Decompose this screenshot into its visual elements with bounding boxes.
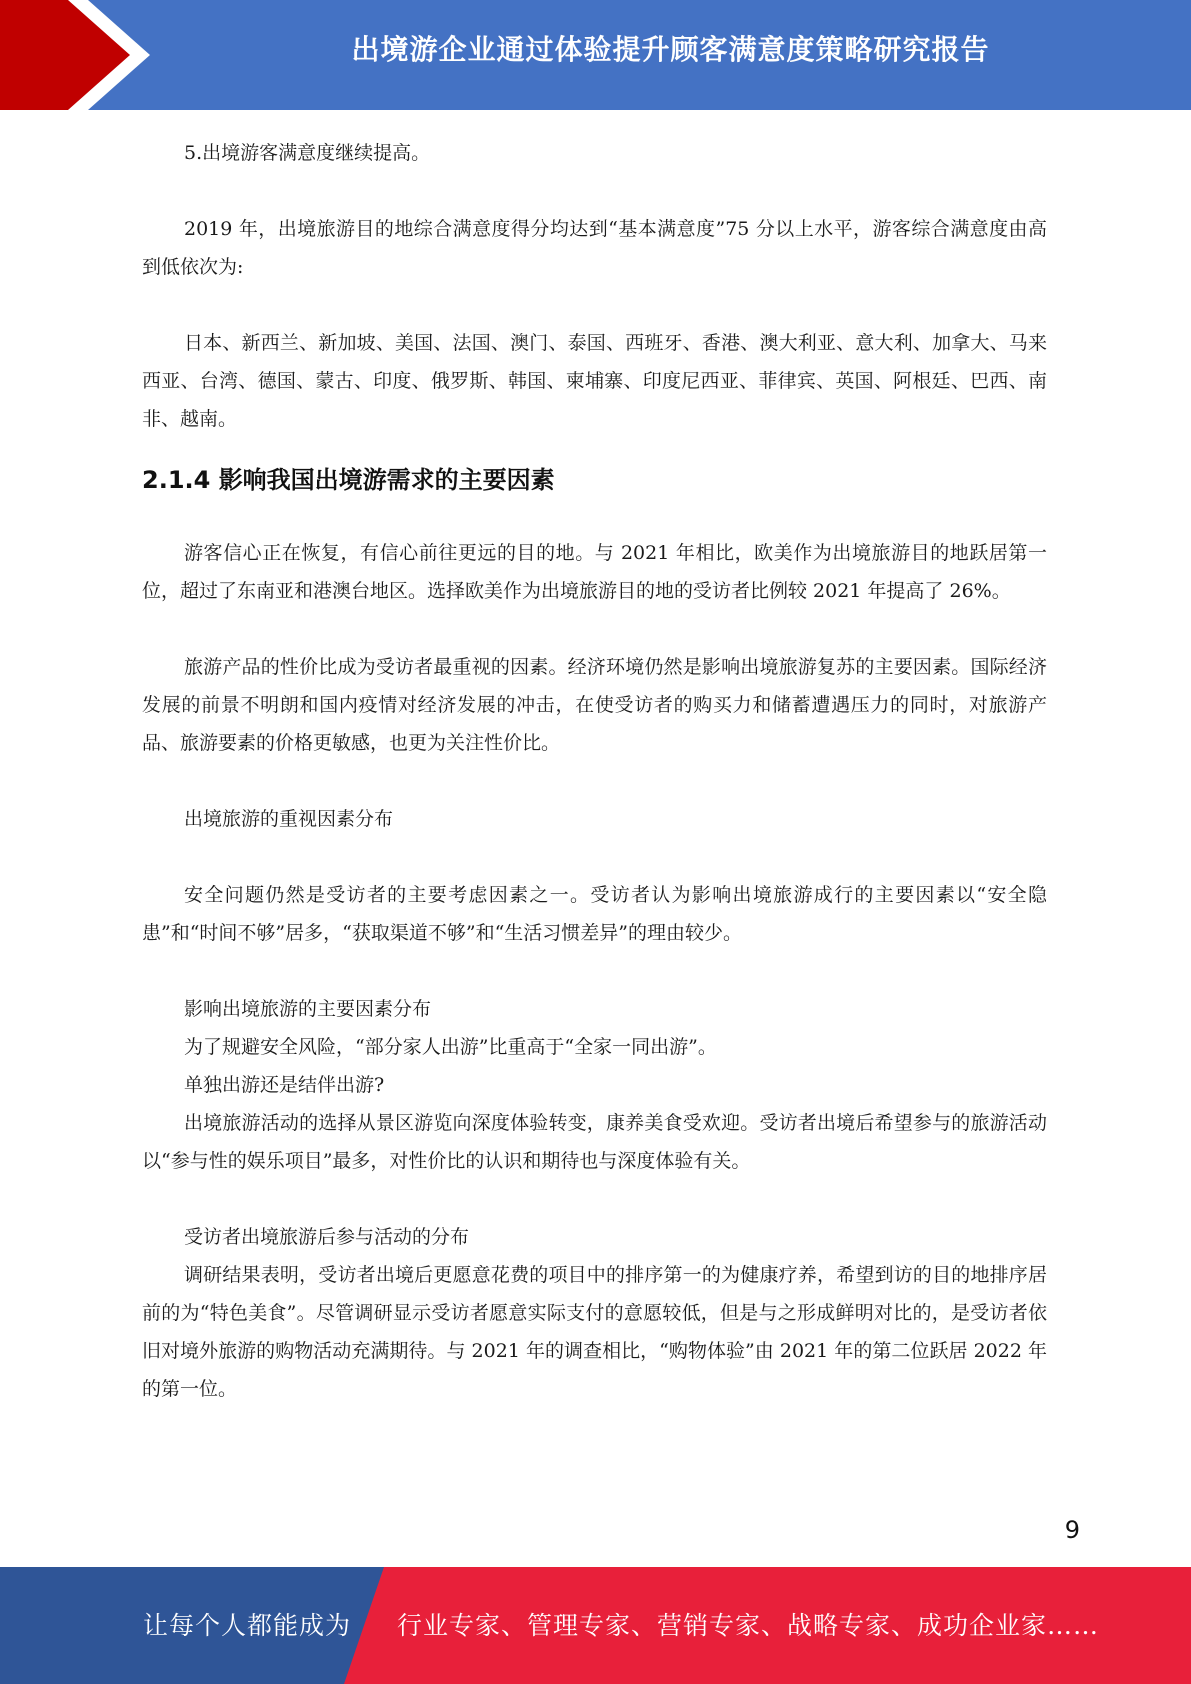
paragraph: 游客信心正在恢复，有信心前往更远的目的地。与 2021 年相比，欧美作为出境旅游目的地跃居第一位，超过了东南亚和港澳台地区。选择欧美作为出境旅游目的地的受访者比例较 2021 年提高了 26%。 <box>142 542 1047 602</box>
footer-slogan-left: 让每个人都能成为 <box>143 1611 352 1640</box>
paragraph: 2019 年，出境旅游目的地综合满意度得分均达到“基本满意度”75 分以上水平，游客综合满意度由高到低依次为: <box>142 218 1047 278</box>
figure-caption: 单独出游还是结伴出游? <box>184 1074 385 1096</box>
page-footer <box>0 1567 1191 1684</box>
paragraph: 安全问题仍然是受访者的主要考虑因素之一。受访者认为影响出境旅游成行的主要因素以“安全隐患”和“时间不够”居多，“获取渠道不够”和“生活习惯差异”的理由较少。 <box>142 884 1047 944</box>
paragraph: 日本、新西兰、新加坡、美国、法国、澳门、泰国、西班牙、香港、澳大利亚、意大利、加拿大、马来西亚、台湾、德国、蒙古、印度、俄罗斯、韩国、柬埔寨、印度尼西亚、菲律宾、英国、阿根廷、巴西、南非、越南。 <box>142 332 1047 430</box>
page-header <box>0 0 1191 110</box>
paragraph: 旅游产品的性价比成为受访者最重视的因素。经济环境仍然是影响出境旅游复苏的主要因素。国际经济发展的前景不明朗和国内疫情对经济发展的冲击，在使受访者的购买力和储蓄遭遇压力的同时，对旅游产品、旅游要素的价格更敏感，也更为关注性价比。 <box>142 656 1047 754</box>
figure-caption: 影响出境旅游的主要因素分布 <box>184 998 432 1020</box>
report-title: 出境游企业通过体验提升顾客满意度策略研究报告 <box>351 33 990 66</box>
paragraph: 5.出境游客满意度继续提高。 <box>184 142 431 164</box>
page-content <box>142 134 1047 1408</box>
section-heading: 2.1.4 影响我国出境游需求的主要因素 <box>142 466 555 494</box>
paragraph: 出境旅游活动的选择从景区游览向深度体验转变，康养美食受欢迎。受访者出境后希望参与的旅游活动以“参与性的娱乐项目”最多，对性价比的认识和期待也与深度体验有关。 <box>142 1112 1047 1172</box>
figure-caption: 出境旅游的重视因素分布 <box>184 808 394 830</box>
paragraph: 调研结果表明，受访者出境后更愿意花费的项目中的排序第一的为健康疗养，希望到访的目的地排序居前的为“特色美食”。尽管调研显示受访者愿意实际支付的意愿较低，但是与之形成鲜明对比的，是受访者依旧对境外旅游的购物活动充满期待。与 2021 年的调查相比，“购物体验”由 2021 年的第二位跃居 2022 年的第一位。 <box>142 1264 1047 1400</box>
footer-slogan-right: 行业专家、管理专家、营销专家、战略专家、成功企业家…… <box>397 1611 1100 1640</box>
figure-caption: 受访者出境旅游后参与活动的分布 <box>184 1226 470 1248</box>
page-number: 9 <box>1064 1516 1080 1544</box>
paragraph: 为了规避安全风险，“部分家人出游”比重高于“全家一同出游”。 <box>184 1036 717 1058</box>
